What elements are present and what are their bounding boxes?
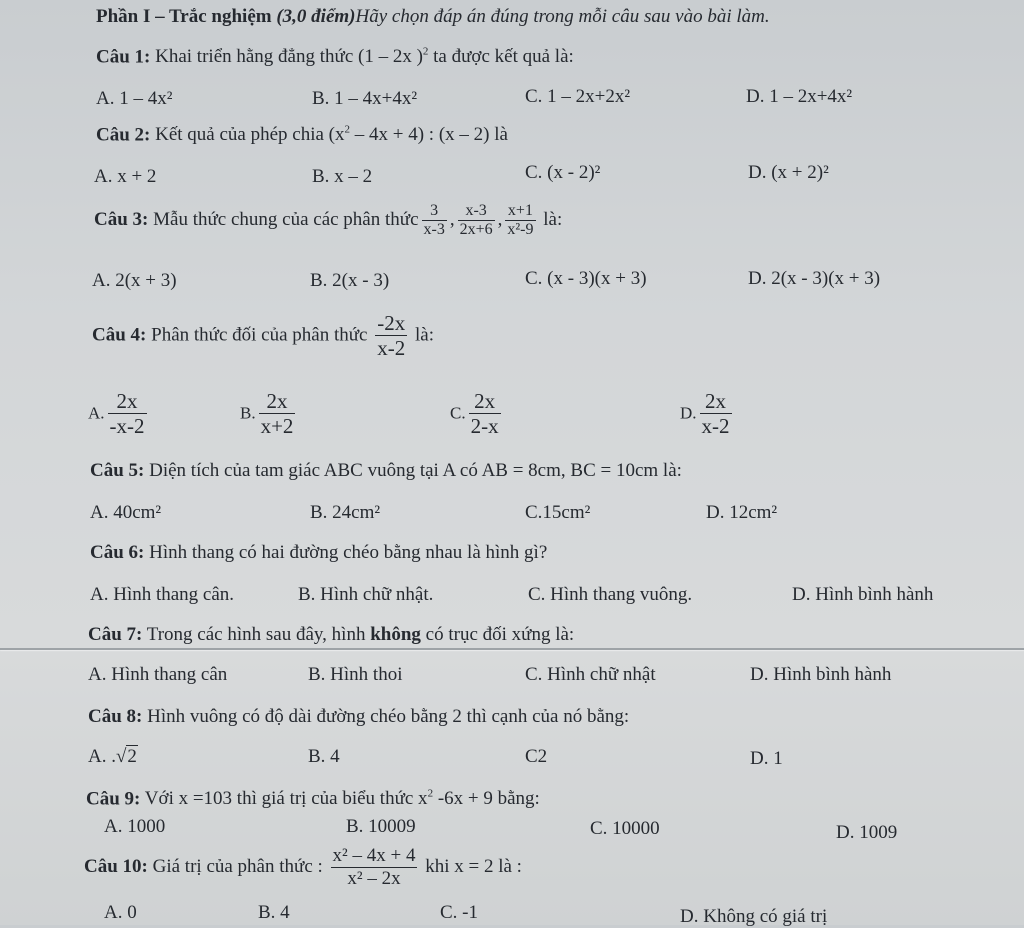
part-points: (3,0 điểm)	[276, 6, 356, 27]
q1-option-b[interactable]: B. 1 – 4x+4x²	[312, 88, 418, 109]
question-3-label: Câu 3:	[94, 208, 149, 230]
question-8	[88, 706, 629, 728]
question-1-text: Khai triển hằng đẳng thức (1 – 2x )$^2$ ta được kết quả là:	[155, 46, 574, 68]
question-2	[96, 124, 508, 146]
question-10-text: Giá trị của phân thức :	[152, 856, 323, 878]
question-7-suffix: có trục đối xứng là:	[425, 624, 575, 645]
question-5-label: Câu 5:	[90, 460, 145, 481]
q9-option-b[interactable]: B. 10009	[346, 816, 416, 837]
question-6-label: Câu 6:	[90, 542, 145, 563]
question-10-suffix: khi x = 2 là :	[425, 856, 522, 878]
q1-option-a[interactable]: A. 1 – 4x²	[96, 88, 173, 109]
q3-option-c[interactable]: C. (x - 3)(x + 3)	[525, 268, 647, 289]
part-instruction: Hãy chọn đáp án đúng trong mỗi câu sau vào bài làm.	[355, 6, 770, 27]
q10-option-d[interactable]: D. Không có giá trị	[680, 906, 828, 927]
question-10-label: Câu 10:	[84, 856, 148, 878]
q2-option-d[interactable]: D. (x + 2)²	[748, 162, 829, 183]
question-7-text: Trong các hình sau đây, hình	[146, 624, 366, 645]
part-title: Phần I – Trắc nghiệm	[96, 6, 272, 27]
q9-option-d[interactable]: D. 1009	[836, 822, 898, 843]
sqrt-symbol: √2	[115, 746, 137, 767]
q2-option-c[interactable]: C. (x - 2)²	[525, 162, 601, 183]
q7-option-a[interactable]: A. Hình thang cân	[88, 664, 228, 685]
q10-fraction: $\frac{\text{x² – 4x + 4}}{\text{x² – 2x}}$	[332, 845, 416, 889]
question-9-text: Với x =103 thì giá trị của biểu thức $x^2$ -6x + 9 bằng:	[144, 788, 540, 810]
question-2-label: Câu 2:	[96, 124, 151, 146]
question-1-label: Câu 1:	[96, 46, 151, 68]
q3-fraction-1: $\frac{3}{x-3}$	[423, 202, 445, 238]
question-10	[84, 846, 522, 890]
q5-option-d[interactable]: D. 12cm²	[706, 502, 778, 523]
q4-option-b[interactable]: B. $\frac{2x}{x+2}$	[240, 389, 294, 439]
q5-option-a[interactable]: A. 40cm²	[90, 502, 162, 523]
q3-option-d[interactable]: D. 2(x - 3)(x + 3)	[748, 268, 881, 289]
question-7-label: Câu 7:	[88, 624, 143, 645]
q4-option-d[interactable]: D. $\frac{2x}{x-2}$	[680, 389, 730, 439]
q4-option-c[interactable]: C. $\frac{2x}{2-x}$	[450, 389, 499, 439]
q6-option-c[interactable]: C. Hình thang vuông.	[528, 584, 693, 605]
question-4	[92, 312, 434, 360]
q8-option-a[interactable]: A. .√2	[88, 746, 137, 767]
question-5-text: Diện tích của tam giác ABC vuông tại A có AB = 8cm, BC = 10cm là:	[149, 460, 682, 481]
question-4-label: Câu 4:	[92, 324, 147, 346]
q4-fraction: $\frac{-2x}{x-2}$	[377, 311, 406, 361]
q10-option-b[interactable]: B. 4	[258, 902, 290, 923]
question-2-text: Kết quả của phép chia $(x^2 - 4x + 4)$ : (x – 2) là	[155, 124, 508, 146]
q6-option-b[interactable]: B. Hình chữ nhật.	[298, 584, 434, 605]
q8-option-d[interactable]: D. 1	[750, 748, 783, 769]
q7-option-c[interactable]: C. Hình chữ nhật	[525, 664, 656, 685]
q10-option-c[interactable]: C. -1	[440, 902, 478, 923]
q5-option-c[interactable]: C.15cm²	[525, 502, 591, 523]
question-9	[86, 788, 540, 810]
q10-option-a[interactable]: A. 0	[104, 902, 137, 923]
question-4-suffix: là:	[414, 324, 434, 346]
question-1	[96, 46, 574, 68]
q9-option-a[interactable]: A. 1000	[104, 816, 166, 837]
q7-option-d[interactable]: D. Hình bình hành	[750, 664, 892, 685]
q1-option-d[interactable]: D. 1 – 2x+4x²	[746, 86, 853, 107]
part-header	[96, 6, 770, 28]
q2-option-b[interactable]: B. x – 2	[312, 166, 373, 187]
question-8-label: Câu 8:	[88, 706, 143, 727]
question-9-label: Câu 9:	[86, 788, 141, 810]
q7-option-b[interactable]: B. Hình thoi	[308, 664, 403, 685]
question-4-text: Phân thức đối của phân thức	[151, 324, 368, 346]
q5-option-b[interactable]: B. 24cm²	[310, 502, 381, 523]
q2-option-a[interactable]: A. x + 2	[94, 166, 157, 187]
question-3-text: Mẫu thức chung của các phân thức	[153, 208, 419, 230]
q8-option-b[interactable]: B. 4	[308, 746, 340, 767]
q3-option-b[interactable]: B. 2(x - 3)	[310, 270, 390, 291]
q6-option-a[interactable]: A. Hình thang cân.	[90, 584, 235, 605]
question-6-text: Hình thang có hai đường chéo bằng nhau là hình gì?	[149, 542, 548, 563]
paper-fold-line	[0, 648, 1024, 650]
q8-option-c[interactable]: C2	[525, 746, 548, 767]
q3-fraction-2: $\frac{x-3}{2x+6}$	[459, 202, 493, 238]
q3-fraction-3: $\frac{x+1}{\text{x²-9}}$	[507, 202, 534, 238]
q4-option-a[interactable]: A. $\frac{2x}{-x-2}$	[88, 389, 145, 439]
question-8-text: Hình vuông có độ dài đường chéo bằng 2 thì cạnh của nó bằng:	[147, 706, 630, 727]
question-3-suffix: là:	[543, 208, 563, 230]
q6-option-d[interactable]: D. Hình bình hành	[792, 584, 934, 605]
q9-option-c[interactable]: C. 10000	[590, 818, 660, 839]
question-7-emphasis: không	[370, 624, 421, 645]
question-7	[88, 624, 574, 646]
q1-option-c[interactable]: C. 1 – 2x+2x²	[525, 86, 631, 107]
q3-option-a[interactable]: A. 2(x + 3)	[92, 270, 177, 291]
question-3: Câu 3: Mẫu thức chung của các phân thức $\frac{3}{x-3}$ , $\frac{x-3}{2x+6}$ , $\frac{x+1}{\text{x²-9}}$ là:	[94, 202, 563, 238]
question-6	[90, 542, 547, 564]
question-5	[90, 460, 682, 482]
